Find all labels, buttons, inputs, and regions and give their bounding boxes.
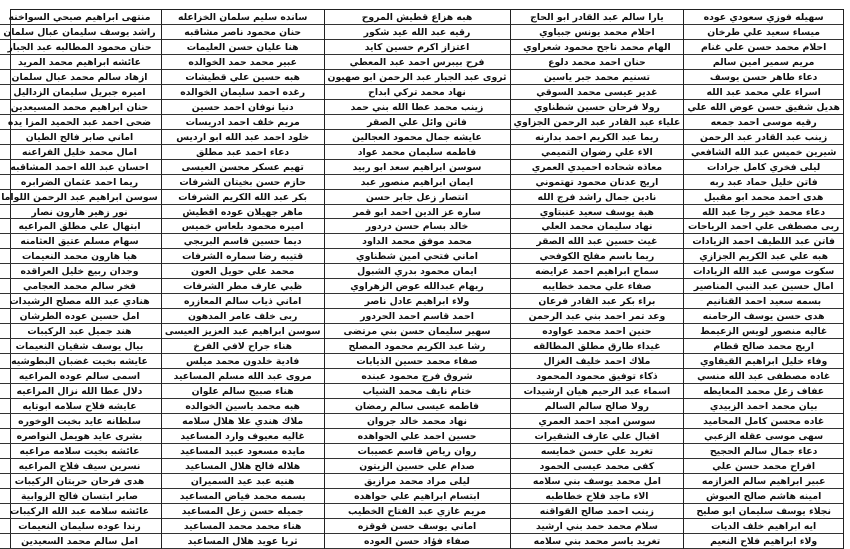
name-cell: ليلى مراد محمد مرازيق [325,474,510,489]
name-cell: هند جميل عبد الركيبات [0,324,161,339]
name-cell: دعاء احمد عبد مطلق [162,145,324,160]
name-cell: امل محمد يوسف بني سلامه [511,474,684,489]
name-cell: كفى محمد عيسى الحمود [511,459,684,474]
name-cell: سهام مسلم عتيق العثامنه [0,234,161,249]
name-cell: ملاك احمد خليف الغزال [511,354,684,369]
name-cell: مايده مسعود عبيد المساعيد [162,444,324,459]
name-cell: مريم غازي عبد الفتاح الخطيب [325,504,510,519]
name-cell: هنادي عبد الله مصلح الرشيدات [0,294,161,309]
name-cell: شروق فرج محمود عبنده [325,369,510,384]
name-cell: تسنيم محمد جبر ياسين [511,70,684,85]
name-cell: رقيه عبد الله عيد شكور [325,25,510,40]
name-cell: اسمى سالم عوده المراعيه [0,369,161,384]
name-cell: هناء محمد محمد المساعيد [162,519,324,534]
name-cell: فرح بيبرس احمد عبد المعطي [325,55,510,70]
name-cell: اريج محمد صالح قطام [684,339,843,354]
name-cell: روان رياض قاسم عصيبات [325,444,510,459]
name-cell: هبا هارون محمد النعيمات [0,249,161,264]
name-cell: راشد يوسف سليمان عبال سلمان [0,25,161,40]
name-cell: امال حسين عبد النبي المناصير [684,279,843,294]
name-cell: احلام محمد يونس جبياوي [511,25,684,40]
name-cell: ولاء ابراهيم فلاح النعيم [684,534,843,549]
name-cell: نهاد محمد تركي ابداح [325,85,510,100]
name-cell: هناء جراح لافي الفرخ [162,339,324,354]
table-column [162,10,325,549]
name-cell: يارا سالم عبد القادر ابو الحاج [511,10,684,25]
name-cell: غاليه معيوف وارد المساعيد [162,429,324,444]
name-cell: فاتن خليل حماد عبد ربه [684,175,843,190]
name-cell: فخر سالم محمد العجامي [0,279,161,294]
table-column [325,10,511,549]
name-cell: ساره عز الدين احمد ابو قمر [325,205,510,220]
name-cell: الهام محمد ناجح محمود شعراوي [511,40,684,55]
name-cell: غيداء طارق مطلق المطالقه [511,339,684,354]
name-cell: عايشه جمال محمود العجالين [325,130,510,145]
name-cell: سهير سليمان حسن بني مرتضى [325,324,510,339]
name-cell: سهيله فوزي سعودي عوده [684,10,843,25]
name-cell: بيان محمد احمد الزبيدي [684,399,843,414]
name-cell: ايه ابراهيم خلف الديات [684,519,843,534]
name-cell: صدام علي حسين الزيتون [325,459,510,474]
name-cell: امينه هاشم صالح العبوش [684,489,843,504]
name-cell: اميره جبريل سليمان الزداليل [0,85,161,100]
names-table [1,9,844,549]
name-cell: نهاد محمد خالد جروان [325,414,510,429]
name-cell: حازم حسن بخيتان الشرفات [162,175,324,190]
name-cell: امل سالم محمد السعيدين [0,534,161,549]
name-cell: نسرين سيف فلاح المراعيه [0,459,161,474]
name-cell: قتيبه رضا سماره الشرفات [162,249,324,264]
name-cell: شيرين خميس عبد الله الشافعي [684,145,843,160]
name-cell: ليلى فخري كامل جرادات [684,160,843,175]
name-cell: ايمان ابراهيم منصور عبد [325,175,510,190]
name-cell: عايشه فلاح سلامه ابوتايه [0,399,161,414]
table-column [511,10,685,549]
name-cell: بسمه محمد فياض المساعيد [162,489,324,504]
name-cell: رشا عبد الكريم محمود المصلح [325,339,510,354]
name-cell: نجلاء يوسف سليمان ابو صليح [684,504,843,519]
name-cell: سوسن ابراهيم عبد الرحمن اللواما [0,190,161,205]
name-cell: غاده محسن كامل المحاميد [684,414,843,429]
name-cell: اسراء علي محمد عبد الله [684,85,843,100]
name-cell: هبه حسين علي قطيشات [162,70,324,85]
name-cell: مريم خلف احمد ادريسات [162,115,324,130]
name-cell: هبة يوسف سعيد عنبتاوي [511,205,684,220]
name-cell: دعاء محمد خير رجا عبد الله [684,205,843,220]
name-cell: غدير عيسى محمد السوقي [511,85,684,100]
name-cell: صفاء محمد حسين الذيابات [325,354,510,369]
name-cell: هدى حسن يوسف الرحامنه [684,309,843,324]
name-cell: سوسن امجد احمد العمري [511,414,684,429]
name-cell: صفاء علي محمد خطايبه [511,279,684,294]
name-cell: ميساء سعيد علي طرخان [684,25,843,40]
name-cell: عائشه بخيت سلامه مراعيه [0,444,161,459]
name-cell: عبير محمد حمد الخوالده [162,55,324,70]
name-cell: ابتهال علي مطلق المراعيه [0,219,161,234]
name-cell: هنا عليان حسن العليمات [162,40,324,55]
name-cell: فاطمه سليمان محمد عواد [325,145,510,160]
name-cell: سلام محمد حمد بني ارشيد [511,519,684,534]
name-cell: هدى احمد محمد ابو مقبيل [684,190,843,205]
name-cell: اسماء عبد الرحيم هيان ارشيدات [511,384,684,399]
name-cell: مروى عبد الله مسلم المساعيد [162,369,324,384]
name-cell: ختام نايف محمد الشياب [325,384,510,399]
name-cell: تهيم عسكر محسن العيسى [162,160,324,175]
name-cell: مريم سمير امين سالم [684,55,843,70]
name-cell: محمد موفق محمد الداود [325,234,510,249]
name-cell: محمد علي حويل العون [162,264,324,279]
name-cell: فاتن وائل علي الصقر [325,115,510,130]
name-cell: سلطانه عايد بخيت الوخوره [0,414,161,429]
name-cell: خالد بسام حسن دردور [325,219,510,234]
name-cell: عائشه سلامه عبد الله الركيبات [0,504,161,519]
name-cell: هدى فرحان حربتان الركيبات [0,474,161,489]
name-cell: تغريد ياسر محمد بني سلامه [511,534,684,549]
name-cell: ريهام عبدالله عوض الزهراوي [325,279,510,294]
name-cell: دلال عطا الله نزال المراعيه [0,384,161,399]
name-cell: حنان احمد محمد دلوع [511,55,684,70]
name-cell: فاتن عبد اللطيف احمد الزيادات [684,234,843,249]
name-cell: اماني صابر فالح الطيان [0,130,161,145]
name-cell: جميله حسن زعل المساعيد [162,504,324,519]
name-cell: ريما احمد عثمان الضرابره [0,175,161,190]
name-cell: احمد قاسم احمد الحردور [325,309,510,324]
table-column [684,10,844,549]
name-cell: هديل شفيق حسن عوض الله علي [684,100,843,115]
name-cell: انتصار زعل جابر حسن [325,190,510,205]
name-cell: بكر عبد الله الكريم الشرفات [162,190,324,205]
name-cell: ضحى احمد عبد الحميد المزا يده [0,115,161,130]
name-cell: اماني يوسف حسن قوقزه [325,519,510,534]
name-cell: ريما عبد الكريم احمد بدارنه [511,130,684,145]
name-cell: رولا فرحان حسين شطناوي [511,100,684,115]
name-cell: نادين جمال راشد فرج الله [511,190,684,205]
name-cell: خلود احمد عبد الله ابو ارديس [162,130,324,145]
name-cell: احسان عبد الله احمد المشاقبه [0,160,161,175]
name-cell: ربى مصطفى علي احمد الرياحات [684,219,843,234]
name-cell: نور زهير هارون نصار [0,205,161,220]
name-cell: امال محمد خليل الفراعنه [0,145,161,160]
name-cell: غيث حسين عبد الله الصقر [511,234,684,249]
name-cell: براء بكر عبد القادر فرعان [511,294,684,309]
name-cell: حنين احمد محمد عواوده [511,324,684,339]
name-cell: هناء صبيح سالم علوان [162,384,324,399]
name-cell: ديما حسين قاسم البريجي [162,234,324,249]
name-cell: افراح محمد حسن علي [684,459,843,474]
name-cell: حنان محمود المطالبه عبد الجبار [0,40,161,55]
name-cell: رندا عوده سليمان النعيمات [0,519,161,534]
name-cell: ملاك هندي علا هلال سلامه [162,414,324,429]
name-cell: فادية خلدون محمد ميلس [162,354,324,369]
name-cell: حنان محمود ناصر مشاقبه [162,25,324,40]
name-cell: سوسن ابراهيم سعد ابو ربيد [325,160,510,175]
name-cell: اقبال علي عارف الشقيرات [511,429,684,444]
name-cell: زينب احمد صالح القواقنه [511,504,684,519]
name-cell: تغريد علي حسن خمايسه [511,444,684,459]
name-cell: نهاد سليمان محمد العلي [511,219,684,234]
name-cell: اريج عدنان محمود تهتموني [511,175,684,190]
name-cell: ريما باسم مفلح الكوفحي [511,249,684,264]
name-cell: ماهر جهيلان عوده اقطيش [162,205,324,220]
name-cell: هلاله فالح هلال المساعيد [162,459,324,474]
name-cell: سوسن ابراهيم عبد العزيز العيسى [162,324,324,339]
name-cell: صابر ابتسان فالح الزوابية [0,489,161,504]
name-cell: هبه هزاع قطيش المروح [325,10,510,25]
name-cell: بشرى عايد هويمل النواصره [0,429,161,444]
name-cell: بيال يوسف شقيان النعيمات [0,339,161,354]
name-cell: غاده مصطفى عبد الله منسي [684,369,843,384]
name-cell: زينب عبد القادر عبد الرحمن [684,130,843,145]
name-cell: اعتزاز اكرم حسين كايد [325,40,510,55]
name-cell: علياء عبد القادر عبد الرحمن الجزاوي [511,115,684,130]
name-cell: رولا صالح سالم السالم [511,399,684,414]
name-cell: الاء ماجد فلاح خطاطبه [511,489,684,504]
name-cell: وعد تمر احمد بني عبد الرحمن [511,309,684,324]
name-cell: فاطمه عيسى سالم رمضان [325,399,510,414]
name-cell: ثروى عبد الجبار عبد الرحمن ابو صهيون [325,70,510,85]
name-cell: معاذه شحاده احميدي العمري [511,160,684,175]
name-cell: رغده احمد سليمان الخوالده [162,85,324,100]
name-cell: عائشه ابراهيم محمد المريد [0,55,161,70]
name-cell: حسين احمد علي الحواهده [325,429,510,444]
name-cell: سانده سليم سلمان الخزاعله [162,10,324,25]
name-cell: عبير ابراهيم سالم العزازمه [684,474,843,489]
name-cell: ذكاء توفيق محمود المحمود [511,369,684,384]
name-cell: عايشه بخيت غضبان البطوشيه [0,354,161,369]
name-cell: اماني فتحي امين شطناوي [325,249,510,264]
name-cell: صفاء فؤاد حسن العوده [325,534,510,549]
name-cell: رقيه موسى احمد جمعه [684,115,843,130]
name-cell: هنيه عبد عيد السميران [162,474,324,489]
name-cell: منتهى ابراهيم صبحي السواخنه [0,10,161,25]
name-cell: غاليه منصور لويس الزعيمط [684,324,843,339]
name-cell: الاء علي رضوان التميمي [511,145,684,160]
name-cell: امل حسين عوده الطرشان [0,309,161,324]
name-cell: اماني ذياب سالم المعازره [162,294,324,309]
name-cell: وفاء خليل ابراهيم القيقاوي [684,354,843,369]
name-cell: وجدان ربيع خليل العراقده [0,264,161,279]
name-cell: زينب محمد عطا الله بني حمد [325,100,510,115]
name-cell: هبه علي عبد الكريم الجزازي [684,249,843,264]
table-column [0,10,162,549]
name-cell: دعاء طاهر حسن يوسف [684,70,843,85]
name-cell: دنيا نوفان احمد حسين [162,100,324,115]
name-cell: بسمه سعيد احمد القنانيم [684,294,843,309]
name-cell: سماح ابراهيم احمد عرايضه [511,264,684,279]
name-cell: سكوت موسى عبد الله الزيادات [684,264,843,279]
name-cell: عفاف زعل محمد المعايطه [684,384,843,399]
name-cell: ايمان محمود بدري الشبول [325,264,510,279]
name-cell: هبه محمد ياسين الخوالده [162,399,324,414]
name-cell: ازهاد سالم محمد عبال سلمان [0,70,161,85]
name-cell: دعاء جمال سالم الحجيح [684,444,843,459]
name-cell: ابتسام ابراهيم علي حواهده [325,489,510,504]
name-cell: احلام محمد حسن علي غنام [684,40,843,55]
name-cell: ظبي عارف مطر الشرفات [162,279,324,294]
name-cell: ربى خلف عامر المدهون [162,309,324,324]
name-cell: اميره محمود بلعاس خميس [162,219,324,234]
name-cell: سهى موسى عقله الزعبي [684,429,843,444]
name-cell: ثريا عويد هلال المساعيد [162,534,324,549]
name-cell: ولاء ابراهيم عادل ناصر [325,294,510,309]
name-cell: حنان ابراهيم محمد المسيعدين [0,100,161,115]
